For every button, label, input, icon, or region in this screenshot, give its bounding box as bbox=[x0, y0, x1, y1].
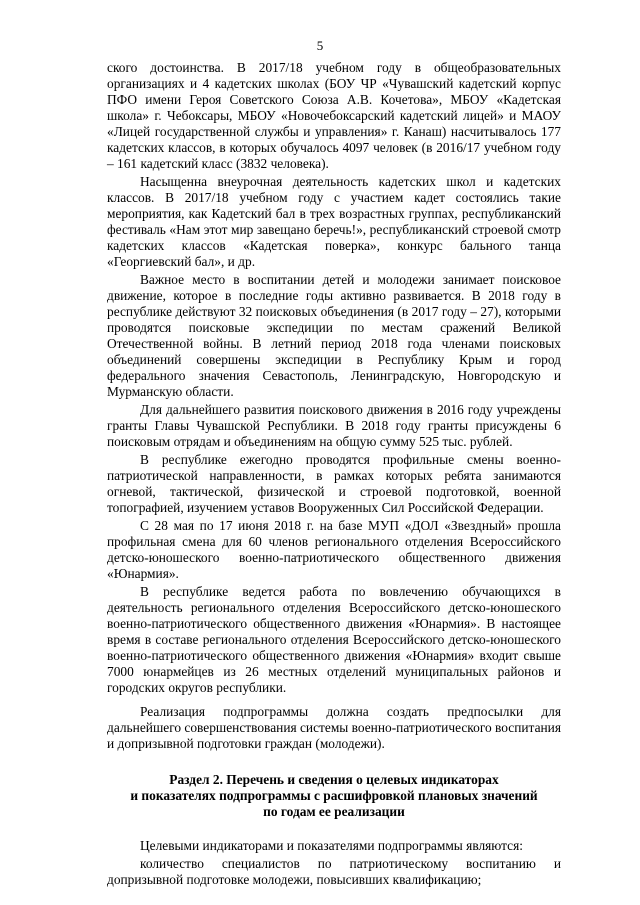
section-heading-line-1: Раздел 2. Перечень и сведения о целевых индикаторах bbox=[169, 772, 499, 787]
paragraph-zvezdny-shift: С 28 мая по 17 июня 2018 г. на базе МУП «ДОЛ «Звездный» прошла профильная смена для 60 членов регионального отделения Всероссийского детско-юношеского военно-патриотического общественного движения «Юнармия». bbox=[107, 518, 561, 581]
paragraph-cadet-classes-continued: ского достоинства. В 2017/18 учебном году в общеобразовательных организациях и 4 кадетских школах (БОУ ЧР «Чувашский кадетский корпус ПФО имени Героя Советского Союза А.В. Кочетова», МБОУ «Кадетская школа» г. Чебоксары, МБОУ «Новочебоксарский кадетский лицей» и МАОУ «Лицей государственной службы и управления» г. Канаш) насчитывалось 177 кадетских классов, в которых обучалось 4097 человек (в 2016/17 учебном году – 161 кадетский класс (3832 человека). bbox=[107, 60, 561, 171]
paragraph-search-movement: Важное место в воспитании детей и молодежи занимает поисковое движение, которое в последние годы активно развивается. В 2018 году в республике действуют 32 поисковых объединения (в 2017 году – 27), которыми проводятся поисковые экспедиции по местам сражений Великой Отечественной войны. В летний период 2018 года членами поисковых объединений совершены экспедиции в Республику Крым и город федерального значения Севастополь, Ленинградскую, Новгородскую и Мурманскую области. bbox=[107, 272, 561, 399]
paragraph-indicators-intro: Целевыми индикаторами и показателями подпрограммы являются: bbox=[140, 838, 523, 853]
page-content bbox=[107, 60, 561, 890]
section-heading-line-3: по годам ее реализации bbox=[263, 804, 405, 819]
paragraph-profile-shifts: В республике ежегодно проводятся профильные смены военно-патриотической направленности, в рамках которых ребята занимаются огневой, тактической, физической и строевой подготовкой, военной топографией, изучением уставов Вооруженных Сил Российской Федерации. bbox=[107, 452, 561, 515]
page-number: 5 bbox=[316, 38, 324, 53]
paragraph-extracurricular: Насыщенна внеурочная деятельность кадетских школ и кадетских классов. В 2017/18 учебном году с участием кадет состоялись такие мероприятия, как Кадетский бал в трех возрастных группах, республиканский фестиваль «Нам этот мир завещано беречь!», республиканский строевой смотр кадетских классов «Кадетская поверка», конкурс бального танца «Георгиевский бал», и др. bbox=[107, 174, 561, 269]
section-heading-line-2: и показателях подпрограммы с расшифровкой плановых значений bbox=[130, 788, 538, 803]
paragraph-yunarmia: В республике ведется работа по вовлечению обучающихся в деятельность регионального отделения Всероссийского детско-юношеского военно-патриотического общественного движения «Юнармия». В настоящее время в составе регионального отделения Всероссийского детско-юношеского военно-патриотического общественного движения «Юнармия» входит свыше 7000 юнармейцев из 26 местных отделений муниципальных районов и городских округов республики. bbox=[107, 584, 561, 695]
paragraph-indicator-specialists: количество специалистов по патриотическому воспитанию и допризывной подготовке молодежи, повысивших квалификацию; bbox=[107, 856, 561, 887]
paragraph-subprogram-outcome: Реализация подпрограммы должна создать предпосылки для дальнейшего совершенствования системы военно-патриотического воспитания и допризывной подготовки граждан (молодежи). bbox=[107, 704, 562, 751]
paragraph-grants: Для дальнейшего развития поискового движения в 2016 году учреждены гранты Главы Чувашской Республики. В 2018 году гранты присуждены 6 поисковым отрядам и объединениям на общую сумму 525 тыс. рублей. bbox=[107, 402, 561, 449]
section-heading bbox=[107, 772, 561, 820]
